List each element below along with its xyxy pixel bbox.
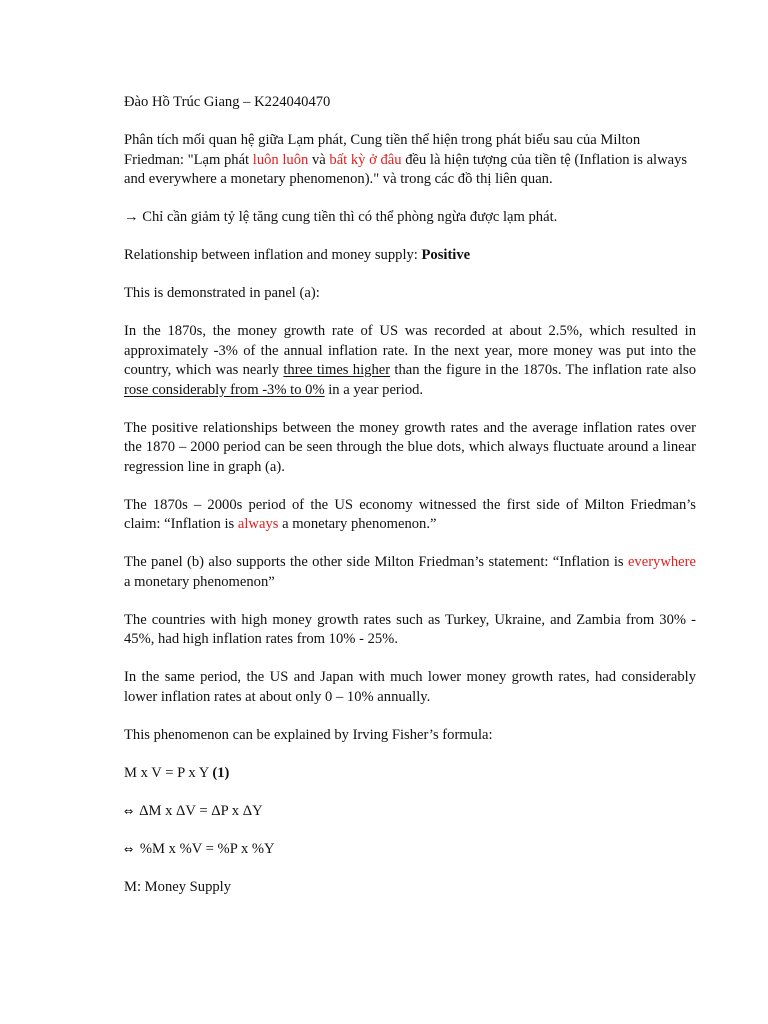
paragraph-1870s	[124, 322, 696, 400]
paragraph-us-japan: In the same period, the US and Japan with much lower money growth rates, had considerably lower inflation rates at about only 0 – 10% annually.	[124, 669, 696, 705]
paragraph-always	[124, 496, 696, 535]
definition-m: M: Money Supply	[124, 878, 232, 895]
formula-1	[124, 764, 696, 784]
intro-text-2: và	[308, 151, 330, 168]
p1870s-underline-1: three times higher	[283, 362, 391, 378]
formula-3-text: %M x %V = %P x %Y	[139, 840, 275, 857]
conclusion-vn: → Chỉ cần giảm tỷ lệ tăng cung tiền thì có thể phòng ngừa được lạm phát.	[124, 209, 558, 225]
intro-text-3: đều là hiện tượng của tiền tệ (Inflation is always and everywhere a monetary phenomenon)." và trong các đồ thị liên quan.	[124, 151, 688, 187]
paragraph-fisher: This phenomenon can be explained by Irving Fisher’s formula:	[124, 726, 493, 743]
always-text-1: The 1870s – 2000s period of the US economy witnessed the first side of Milton Friedman’s claim: “Inflation is	[124, 496, 696, 532]
p1870s-text-3: in a year period.	[324, 381, 424, 398]
everywhere-text-1: The panel (b) also supports the other side Milton Friedman’s statement: “Inflation is	[124, 554, 628, 570]
equivalence-icon: ⇔	[124, 842, 134, 856]
intro-paragraph	[124, 131, 696, 190]
formula-2-text: ΔM x ΔV = ΔP x ΔY	[139, 802, 263, 819]
author-line: Đào Hồ Trúc Giang – K224040470	[124, 94, 331, 110]
always-text-2: a monetary phenomenon.”	[278, 516, 437, 532]
everywhere-highlight: everywhere	[627, 554, 696, 570]
paragraph-everywhere	[124, 553, 696, 592]
formula-1-label: (1)	[212, 764, 230, 781]
p1870s-text-1: In the 1870s, the money growth rate of US was recorded at about 2.5%, which resulted in approximately -3% of the annual inflation rate. In the next year, more money was put into the country, which was nearly	[124, 323, 696, 378]
relationship-value: Positive	[421, 247, 471, 263]
always-highlight: always	[237, 516, 279, 532]
everywhere-text-2: a monetary phenomenon”	[124, 573, 275, 590]
p1870s-underline-2: rose considerably from -3% to 0%	[124, 381, 325, 398]
formula-2	[124, 802, 696, 822]
relationship-label: Relationship between inflation and money supply:	[124, 247, 422, 263]
intro-highlight-everywhere: bất kỳ ở đâu	[329, 151, 402, 168]
relationship-line	[124, 246, 696, 266]
intro-text-1: Phân tích mối quan hệ giữa Lạm phát, Cung tiền thể hiện trong phát biểu sau của Milton Friedman: "Lạm phát	[124, 132, 641, 168]
p1870s-text-2: than the figure in the 1870s. The inflation rate also	[390, 362, 696, 378]
paragraph-positive-relationship: The positive relationships between the money growth rates and the average inflation rates over the 1870 – 2000 period can be seen through the blue dots, which always fluctuate around a linear regression line in graph (a).	[124, 419, 696, 475]
equivalence-icon: ⇔	[124, 804, 134, 818]
intro-highlight-always: luôn luôn	[252, 151, 309, 168]
formula-3	[124, 840, 696, 860]
document-page	[124, 93, 696, 916]
panel-a-intro: This is demonstrated in panel (a):	[124, 285, 320, 301]
formula-1-text: M x V = P x Y	[124, 764, 213, 781]
paragraph-countries: The countries with high money growth rates such as Turkey, Ukraine, and Zambia from 30% - 45%, had high inflation rates from 10% - 25%.	[124, 611, 696, 647]
